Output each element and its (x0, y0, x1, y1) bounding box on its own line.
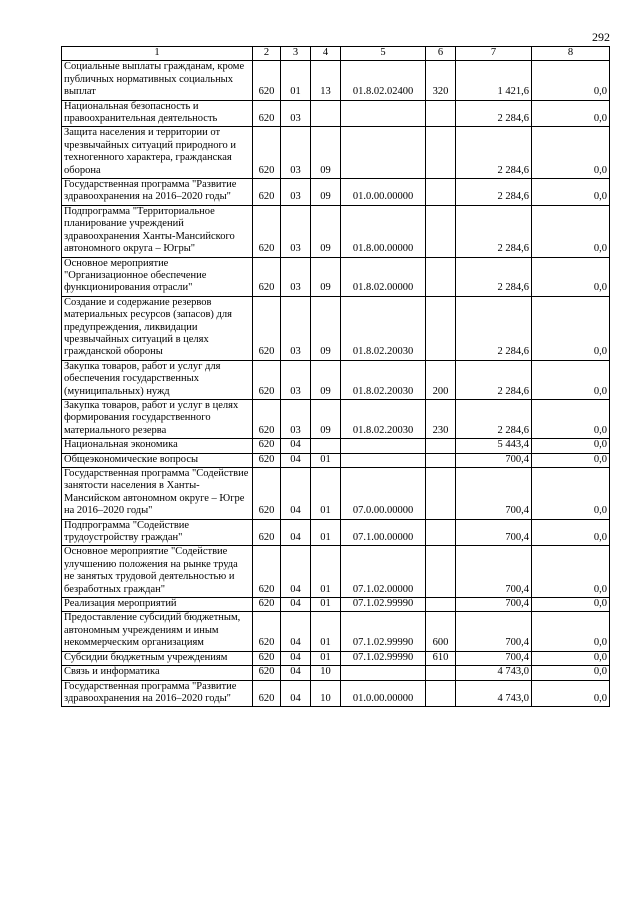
cell-target-article: 07.1.02.99990 (341, 651, 426, 665)
cell-target-article (341, 127, 426, 179)
cell-name: Общеэкономические вопросы (62, 453, 253, 467)
table-header-row (62, 47, 610, 61)
cell-expense-type: 200 (426, 360, 456, 399)
cell-section: 03 (281, 257, 311, 296)
cell-ministry: 620 (253, 399, 281, 438)
cell-subsection: 09 (311, 205, 341, 257)
cell-section: 03 (281, 399, 311, 438)
cell-amount: 2 284,6 (456, 360, 532, 399)
cell-change: 0,0 (532, 61, 610, 100)
cell-change: 0,0 (532, 179, 610, 206)
cell-subsection: 09 (311, 257, 341, 296)
cell-change: 0,0 (532, 546, 610, 598)
cell-amount: 2 284,6 (456, 257, 532, 296)
cell-subsection: 09 (311, 399, 341, 438)
cell-target-article: 01.8.02.20030 (341, 296, 426, 360)
cell-amount: 1 421,6 (456, 61, 532, 100)
cell-expense-type: 610 (426, 651, 456, 665)
cell-change: 0,0 (532, 453, 610, 467)
cell-target-article: 07.0.00.00000 (341, 468, 426, 520)
cell-name: Социальные выплаты гражданам, кроме публичных нормативных социальных выплат (62, 61, 253, 100)
cell-amount: 2 284,6 (456, 179, 532, 206)
cell-expense-type: 600 (426, 612, 456, 651)
cell-amount: 2 284,6 (456, 100, 532, 127)
cell-change: 0,0 (532, 296, 610, 360)
cell-expense-type (426, 546, 456, 598)
cell-target-article: 07.1.02.00000 (341, 546, 426, 598)
cell-section: 04 (281, 612, 311, 651)
cell-ministry: 620 (253, 179, 281, 206)
cell-name: Связь и информатика (62, 666, 253, 680)
cell-subsection: 09 (311, 296, 341, 360)
cell-change: 0,0 (532, 439, 610, 453)
cell-change: 0,0 (532, 360, 610, 399)
cell-section: 03 (281, 360, 311, 399)
cell-section: 03 (281, 205, 311, 257)
cell-ministry: 620 (253, 296, 281, 360)
cell-target-article: 07.1.02.99990 (341, 612, 426, 651)
cell-name: Государственная программа "Развитие здравоохранения на 2016–2020 годы" (62, 179, 253, 206)
cell-expense-type (426, 205, 456, 257)
cell-section: 03 (281, 127, 311, 179)
cell-section: 03 (281, 179, 311, 206)
cell-target-article: 01.8.02.00000 (341, 257, 426, 296)
table-row (62, 680, 610, 707)
cell-name: Закупка товаров, работ и услуг в целях формирования государственного материального резерва (62, 399, 253, 438)
cell-amount: 700,4 (456, 519, 532, 546)
cell-amount: 700,4 (456, 612, 532, 651)
cell-expense-type: 230 (426, 399, 456, 438)
table-row (62, 61, 610, 100)
cell-name: Предоставление субсидий бюджетным, автономным учреждениям и иным некоммерческим организациям (62, 612, 253, 651)
column-header-2: 2 (253, 47, 281, 61)
cell-name: Государственная программа "Развитие здравоохранения на 2016–2020 годы" (62, 680, 253, 707)
table-row (62, 612, 610, 651)
cell-name: Реализация мероприятий (62, 598, 253, 612)
cell-name: Подпрограмма "Содействие трудоустройству граждан" (62, 519, 253, 546)
cell-target-article: 01.8.00.00000 (341, 205, 426, 257)
cell-target-article (341, 100, 426, 127)
cell-expense-type: 320 (426, 61, 456, 100)
cell-amount: 700,4 (456, 598, 532, 612)
cell-expense-type (426, 439, 456, 453)
table-row (62, 127, 610, 179)
cell-change: 0,0 (532, 612, 610, 651)
table-row (62, 179, 610, 206)
cell-name: Основное мероприятие "Содействие улучшению положения на рынке труда не занятых трудовой деятельностью и безработных граждан" (62, 546, 253, 598)
cell-change: 0,0 (532, 468, 610, 520)
cell-ministry: 620 (253, 453, 281, 467)
cell-name: Подпрограмма "Территориальное планирование учреждений здравоохранения Ханты-Мансийского автономного округа – Югры" (62, 205, 253, 257)
table-row (62, 439, 610, 453)
cell-expense-type (426, 127, 456, 179)
cell-change: 0,0 (532, 127, 610, 179)
table-row (62, 360, 610, 399)
cell-ministry: 620 (253, 468, 281, 520)
table-row (62, 468, 610, 520)
cell-subsection: 01 (311, 612, 341, 651)
table-row (62, 598, 610, 612)
cell-ministry: 620 (253, 546, 281, 598)
cell-change: 0,0 (532, 666, 610, 680)
cell-subsection: 01 (311, 519, 341, 546)
cell-name: Национальная экономика (62, 439, 253, 453)
cell-target-article (341, 439, 426, 453)
cell-section: 04 (281, 680, 311, 707)
cell-ministry: 620 (253, 257, 281, 296)
cell-expense-type (426, 468, 456, 520)
cell-change: 0,0 (532, 519, 610, 546)
cell-change: 0,0 (532, 598, 610, 612)
cell-subsection: 01 (311, 546, 341, 598)
cell-target-article: 01.0.00.00000 (341, 680, 426, 707)
cell-subsection: 09 (311, 179, 341, 206)
table-row (62, 100, 610, 127)
cell-change: 0,0 (532, 651, 610, 665)
cell-target-article (341, 666, 426, 680)
cell-expense-type (426, 296, 456, 360)
cell-name: Создание и содержание резервов материальных ресурсов (запасов) для предупреждения, ликвидации чрезвычайных ситуаций в целях гражданской обороны (62, 296, 253, 360)
cell-subsection: 09 (311, 127, 341, 179)
cell-amount: 2 284,6 (456, 205, 532, 257)
cell-amount: 700,4 (456, 651, 532, 665)
cell-change: 0,0 (532, 100, 610, 127)
cell-subsection: 01 (311, 598, 341, 612)
table-row (62, 257, 610, 296)
cell-ministry: 620 (253, 680, 281, 707)
cell-amount: 700,4 (456, 453, 532, 467)
cell-section: 03 (281, 296, 311, 360)
cell-ministry: 620 (253, 598, 281, 612)
cell-name: Субсидии бюджетным учреждениям (62, 651, 253, 665)
cell-ministry: 620 (253, 205, 281, 257)
cell-expense-type (426, 680, 456, 707)
cell-expense-type (426, 100, 456, 127)
column-header-8: 8 (532, 47, 610, 61)
cell-subsection: 10 (311, 680, 341, 707)
cell-ministry: 620 (253, 519, 281, 546)
cell-change: 0,0 (532, 205, 610, 257)
cell-ministry: 620 (253, 666, 281, 680)
cell-ministry: 620 (253, 360, 281, 399)
cell-target-article: 07.1.02.99990 (341, 598, 426, 612)
cell-section: 01 (281, 61, 311, 100)
cell-section: 04 (281, 468, 311, 520)
cell-section: 04 (281, 666, 311, 680)
column-header-5: 5 (341, 47, 426, 61)
table-row (62, 666, 610, 680)
cell-amount: 700,4 (456, 468, 532, 520)
table-row (62, 519, 610, 546)
table-row (62, 399, 610, 438)
cell-expense-type (426, 519, 456, 546)
cell-expense-type (426, 598, 456, 612)
cell-amount: 700,4 (456, 546, 532, 598)
cell-target-article: 01.8.02.02400 (341, 61, 426, 100)
column-header-3: 3 (281, 47, 311, 61)
cell-amount: 5 443,4 (456, 439, 532, 453)
column-header-7: 7 (456, 47, 532, 61)
cell-expense-type (426, 453, 456, 467)
table-row (62, 453, 610, 467)
cell-change: 0,0 (532, 680, 610, 707)
cell-amount: 4 743,0 (456, 666, 532, 680)
cell-subsection: 09 (311, 360, 341, 399)
cell-target-article: 01.0.00.00000 (341, 179, 426, 206)
budget-table (61, 46, 610, 707)
cell-name: Национальная безопасность и правоохранительная деятельность (62, 100, 253, 127)
cell-section: 04 (281, 453, 311, 467)
cell-subsection (311, 100, 341, 127)
cell-ministry: 620 (253, 651, 281, 665)
page-number: 292 (592, 30, 610, 44)
cell-amount: 2 284,6 (456, 127, 532, 179)
cell-amount: 4 743,0 (456, 680, 532, 707)
cell-section: 04 (281, 546, 311, 598)
cell-target-article (341, 453, 426, 467)
table-row (62, 651, 610, 665)
cell-name: Государственная программа "Содействие занятости населения в Ханты-Мансийском автономном округе – Югре на 2016–2020 годы" (62, 468, 253, 520)
column-header-4: 4 (311, 47, 341, 61)
cell-amount: 2 284,6 (456, 399, 532, 438)
cell-target-article: 01.8.02.20030 (341, 360, 426, 399)
cell-subsection (311, 439, 341, 453)
cell-ministry: 620 (253, 100, 281, 127)
cell-section: 03 (281, 100, 311, 127)
cell-expense-type (426, 257, 456, 296)
cell-subsection: 01 (311, 468, 341, 520)
cell-section: 04 (281, 519, 311, 546)
cell-expense-type (426, 666, 456, 680)
cell-section: 04 (281, 439, 311, 453)
cell-subsection: 10 (311, 666, 341, 680)
column-header-6: 6 (426, 47, 456, 61)
cell-name: Защита населения и территории от чрезвычайных ситуаций природного и техногенного характера, гражданская оборона (62, 127, 253, 179)
cell-target-article: 07.1.00.00000 (341, 519, 426, 546)
cell-name: Закупка товаров, работ и услуг для обеспечения государственных (муниципальных) нужд (62, 360, 253, 399)
cell-subsection: 01 (311, 651, 341, 665)
cell-name: Основное мероприятие "Организационное обеспечение функционирования отрасли" (62, 257, 253, 296)
table-row (62, 546, 610, 598)
cell-section: 04 (281, 651, 311, 665)
cell-change: 0,0 (532, 257, 610, 296)
cell-ministry: 620 (253, 127, 281, 179)
cell-amount: 2 284,6 (456, 296, 532, 360)
cell-change: 0,0 (532, 399, 610, 438)
column-header-1: 1 (62, 47, 253, 61)
table-row (62, 205, 610, 257)
cell-ministry: 620 (253, 61, 281, 100)
table-row (62, 296, 610, 360)
cell-ministry: 620 (253, 612, 281, 651)
cell-ministry: 620 (253, 439, 281, 453)
cell-subsection: 13 (311, 61, 341, 100)
cell-target-article: 01.8.02.20030 (341, 399, 426, 438)
cell-subsection: 01 (311, 453, 341, 467)
cell-section: 04 (281, 598, 311, 612)
cell-expense-type (426, 179, 456, 206)
